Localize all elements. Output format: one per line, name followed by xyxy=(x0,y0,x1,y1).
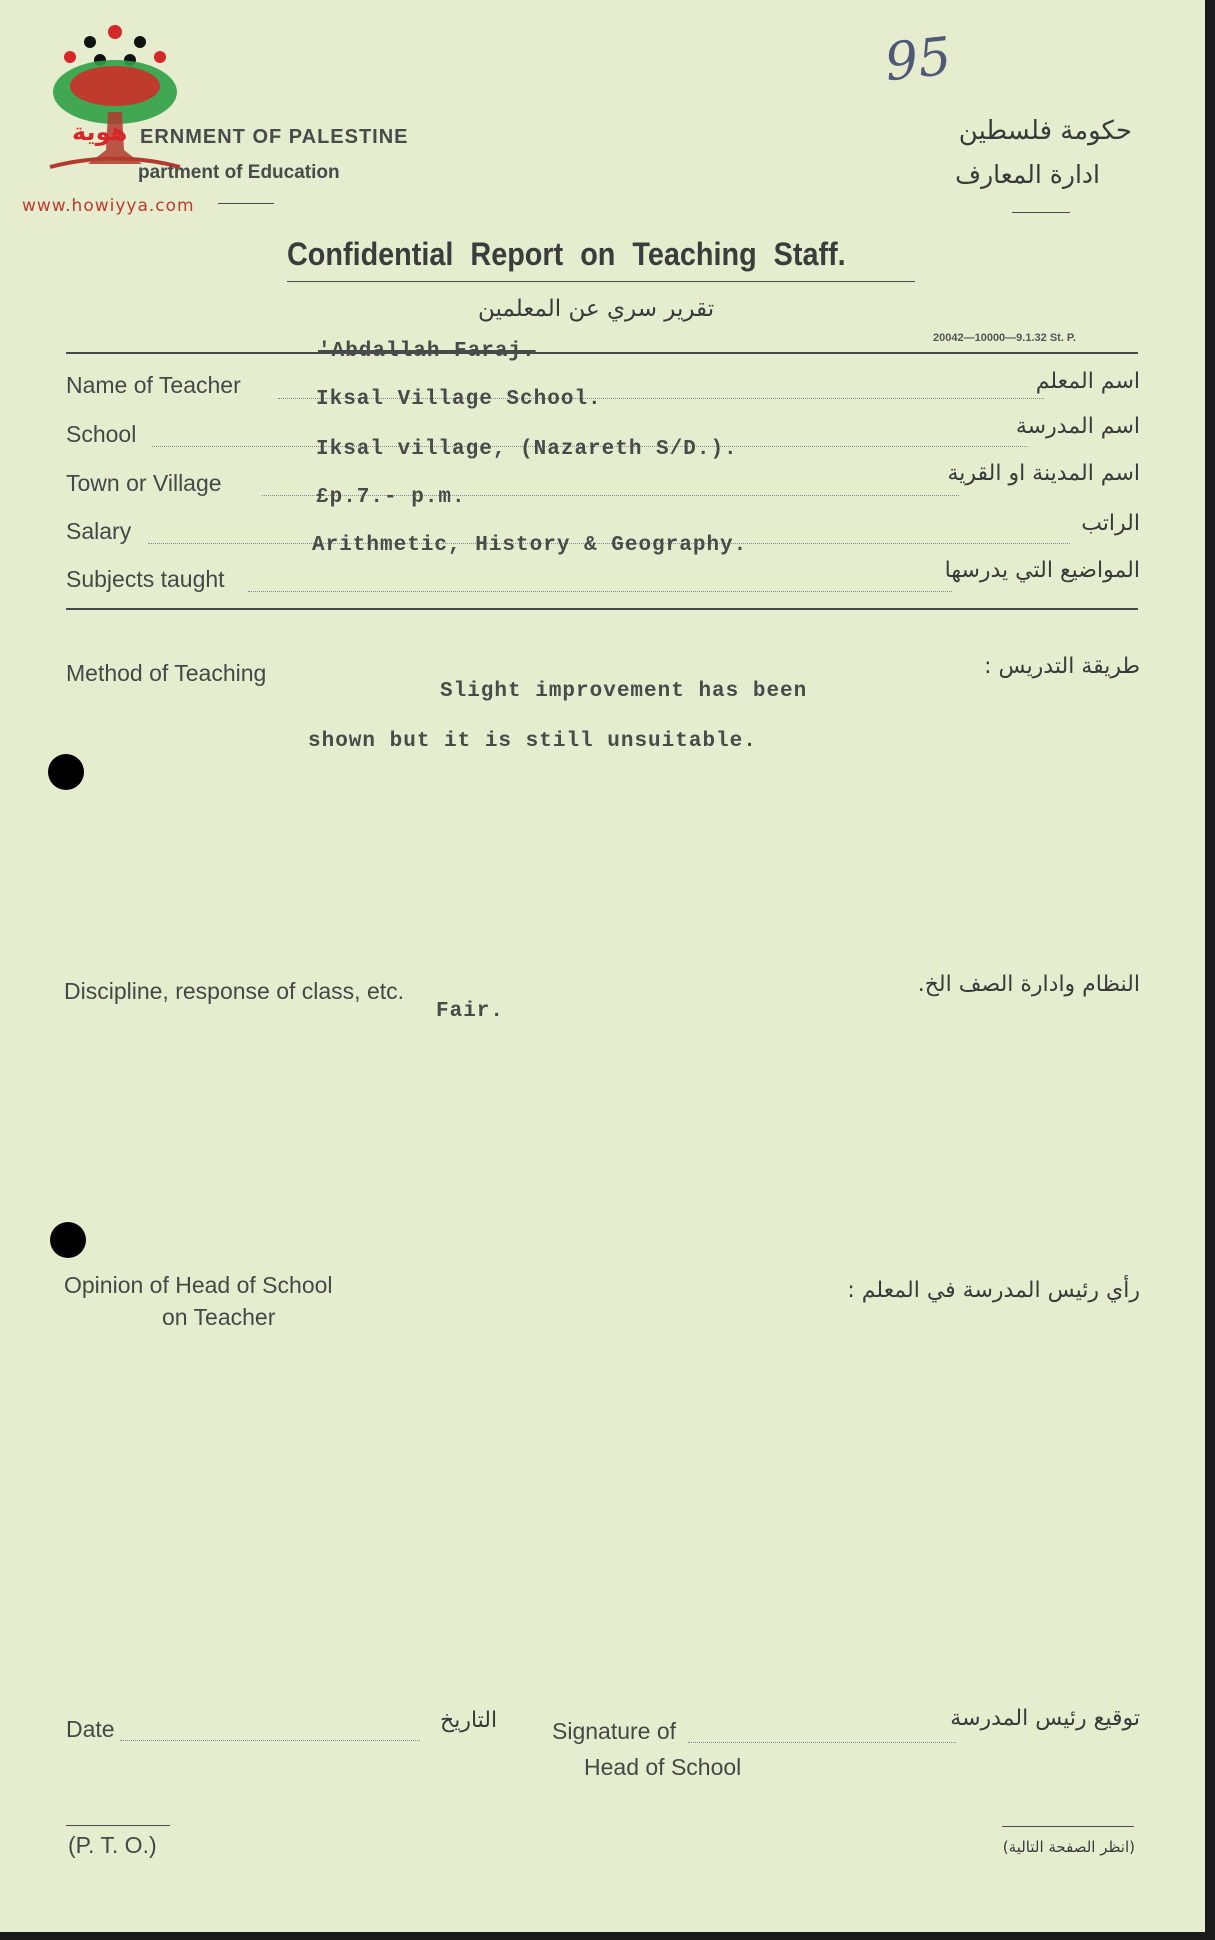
date-label: Date xyxy=(66,1716,115,1742)
method-label: Method of Teaching xyxy=(66,660,267,686)
salary-label-ar: الراتب xyxy=(1081,511,1140,536)
government-heading-en: ERNMENT OF PALESTINE xyxy=(140,126,409,148)
method-value-line1: Slight improvement has been xyxy=(440,680,808,703)
department-heading-ar: ادارة المعارف xyxy=(955,160,1100,189)
pto-label-ar: (انظر الصفحة التالية) xyxy=(1002,1838,1135,1856)
signature-label-ar: توقيع رئيس المدرسة xyxy=(950,1706,1140,1731)
subjects-label-ar: المواضيع التي يدرسها xyxy=(944,558,1140,583)
school-value: Iksal Village School. xyxy=(316,388,602,411)
opinion-label-ar: رأي رئيس المدرسة في المعلم : xyxy=(847,1278,1140,1303)
salary-value: £p.7.- p.m. xyxy=(316,486,466,509)
subjects-label: Subjects taught xyxy=(66,566,225,592)
discipline-value: Fair. xyxy=(436,1000,505,1023)
divider xyxy=(66,1825,170,1826)
school-label: School xyxy=(66,421,137,447)
table-bottom-rule xyxy=(66,608,1138,610)
government-heading-ar: حكومة فلسطين xyxy=(958,116,1132,146)
school-label-ar: اسم المدرسة xyxy=(1015,414,1140,439)
punch-hole xyxy=(48,754,84,790)
report-title: Confidential Report on Teaching Staff. xyxy=(287,236,846,272)
print-code: 20042—10000—9.1.32 St. P. xyxy=(933,332,1076,344)
watermark-site: www.howiyya.com xyxy=(22,196,195,216)
howiyya-tree-logo xyxy=(40,22,190,182)
signature-label-line2: Head of School xyxy=(584,1754,742,1780)
report-title-ar: تقرير سري عن المعلمين xyxy=(478,296,715,322)
signature-label: Signature of xyxy=(552,1718,677,1744)
method-label-ar: طريقة التدريس : xyxy=(984,654,1140,679)
page-number: 95 xyxy=(882,26,955,94)
town-label: Town or Village xyxy=(66,470,222,496)
name-label: Name of Teacher xyxy=(66,372,241,398)
opinion-label-line1: Opinion of Head of School xyxy=(64,1272,333,1298)
divider xyxy=(1002,1826,1134,1827)
opinion-label-line2: on Teacher xyxy=(162,1304,276,1330)
title-underline xyxy=(287,281,915,282)
discipline-label: Discipline, response of class, etc. xyxy=(64,978,405,1004)
subjects-value: Arithmetic, History & Geography. xyxy=(312,534,748,557)
divider xyxy=(218,203,274,204)
teacher-name-value: 'Abdallah Faraj. xyxy=(318,340,536,363)
punch-hole xyxy=(50,1222,86,1258)
table-top-rule xyxy=(66,352,1138,354)
logo-text: هوية xyxy=(72,118,128,146)
town-label-ar: اسم المدينة او القرية xyxy=(947,461,1140,486)
town-value: Iksal village, (Nazareth S/D.). xyxy=(316,438,738,461)
pto-label: (P. T. O.) xyxy=(68,1832,157,1858)
method-value-line2: shown but it is still unsuitable. xyxy=(308,730,757,753)
salary-label: Salary xyxy=(66,518,132,544)
discipline-label-ar: النظام وادارة الصف الخ. xyxy=(917,972,1140,997)
name-label-ar: اسم المعلم xyxy=(1035,369,1140,394)
department-heading-en: partment of Education xyxy=(138,162,340,183)
divider xyxy=(1012,212,1070,213)
date-label-ar: التاريخ xyxy=(440,1708,498,1733)
